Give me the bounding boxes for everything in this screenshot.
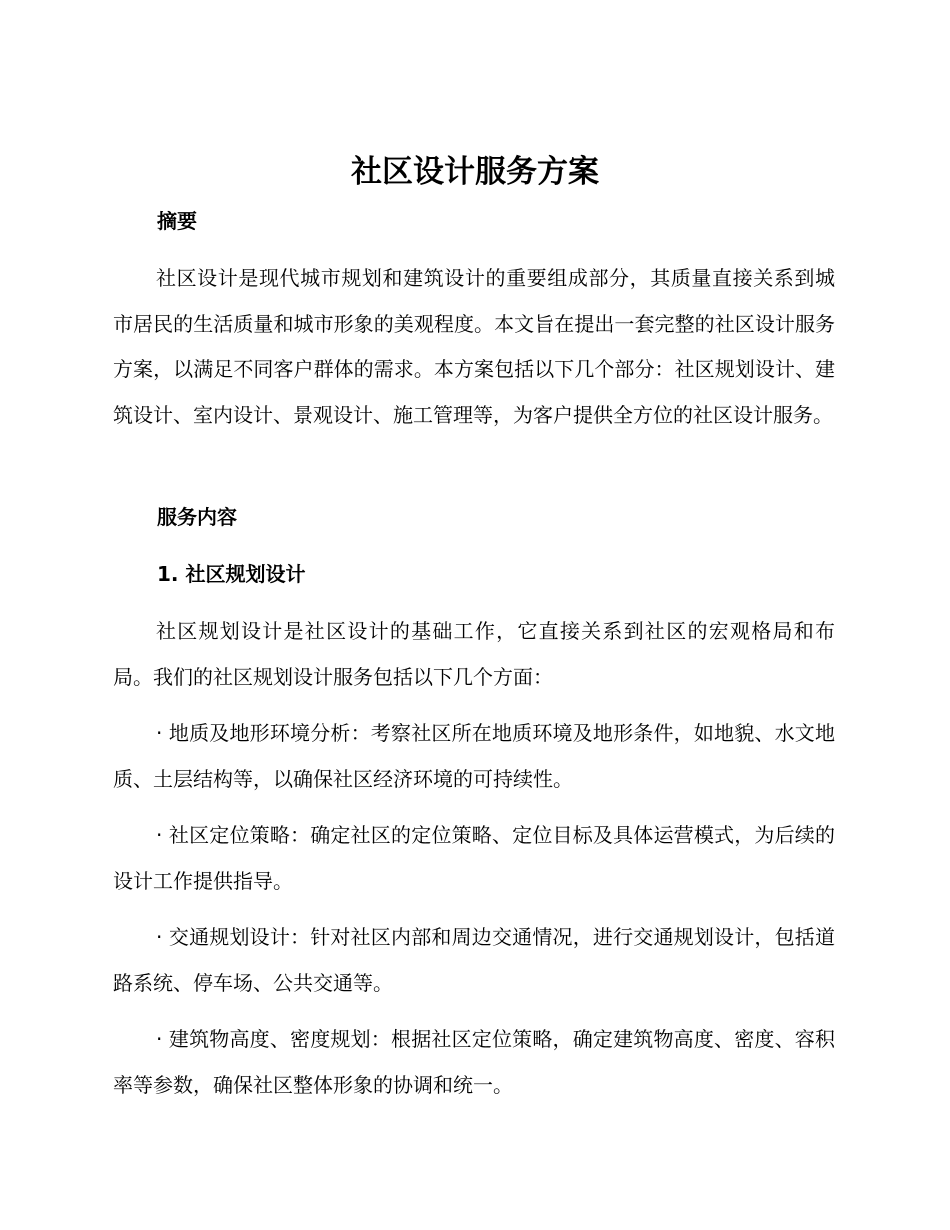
document-title: 社区设计服务方案 xyxy=(351,154,599,190)
abstract-paragraph: 社区设计是现代城市规划和建筑设计的重要组成部分，其质量直接关系到城市居民的生活质量和城市形象的美观程度。本文旨在提出一套完整的社区设计服务方案，以满足不同客户群体的需求。本方案包括以下几个部分：社区规划设计、建筑设计、室内设计、景观设计、施工管理等，为客户提供全方位的社区设计服务。 xyxy=(113,266,835,427)
bullet-building-height-density: · 建筑物高度、密度规划：根据社区定位策略，确定建筑物高度、密度、容积率等参数，确保社区整体形象的协调和统一。 xyxy=(113,1027,835,1097)
subsection-heading-community-planning: 1. 社区规划设计 xyxy=(157,562,306,586)
subsection-intro-paragraph: 社区规划设计是社区设计的基础工作，它直接关系到社区的宏观格局和布局。我们的社区规划设计服务包括以下几个方面： xyxy=(113,619,835,689)
abstract-heading: 摘要 xyxy=(157,209,197,233)
bullet-geology-analysis: · 地质及地形环境分析：考察社区所在地质环境及地形条件，如地貌、水文地质、土层结构等，以确保社区经济环境的可持续性。 xyxy=(113,721,835,791)
service-content-heading: 服务内容 xyxy=(157,505,237,529)
bullet-traffic-planning: · 交通规划设计：针对社区内部和周边交通情况，进行交通规划设计，包括道路系统、停车场、公共交通等。 xyxy=(113,925,835,995)
bullet-community-positioning: · 社区定位策略：确定社区的定位策略、定位目标及具体运营模式，为后续的设计工作提供指导。 xyxy=(113,823,835,893)
